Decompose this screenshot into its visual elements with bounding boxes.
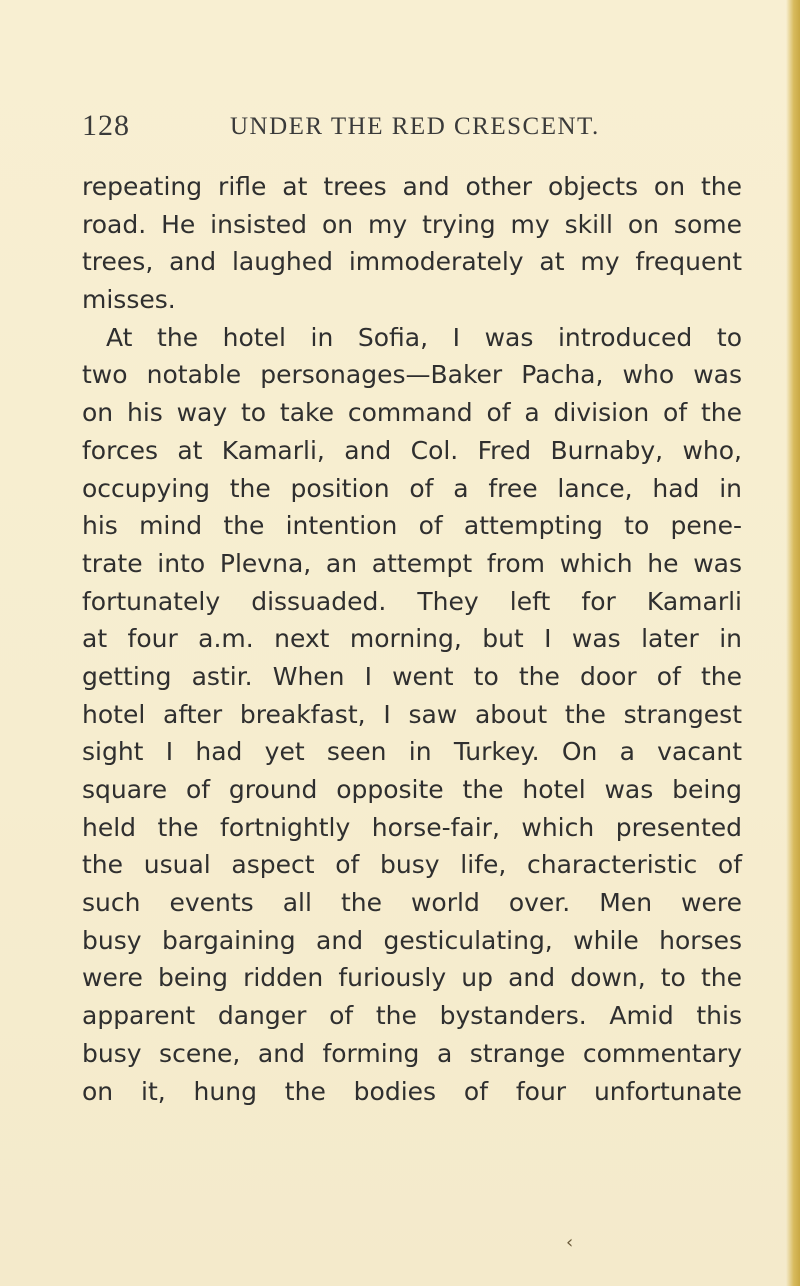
running-title: UNDER THE RED CRESCENT. [230,113,600,140]
text-line: such events all the world over. Men were [82,888,742,918]
text-line: hotel after breakfast, I saw about the strangest [82,699,742,729]
text-line: repeating rifle at trees and other objects on the [82,172,742,201]
text-line: road. He insisted on my trying my skill on some [82,209,742,239]
text-line: two notable personages—Baker Pacha, who was [82,360,742,390]
running-head [82,108,722,148]
body-text [82,168,742,1110]
text-line: apparent danger of the bystanders. Amid this [82,1001,742,1031]
text-line: held the fortnightly horse-fair, which presented [82,812,742,842]
page-edge [786,0,800,1286]
text-line: trees, and laughed immoderately at my frequent [82,247,742,277]
text-line: sight I had yet seen in Turkey. On a vacant [82,737,742,767]
text-line: his mind the intention of attempting to pene- [82,511,742,541]
text-line: were being ridden furiously up and down, to the [82,963,742,993]
text-line: occupying the position of a free lance, had in [82,473,742,503]
text-line: misses. [82,285,176,315]
printer-mark: ‹ [566,1232,574,1253]
text-line: on his way to take command of a division of the [82,398,742,428]
text-line: busy scene, and forming a strange commentary [82,1038,742,1068]
text-line: fortunately dissuaded. They left for Kamarli [82,586,742,616]
text-line: at four a.m. next morning, but I was later in [82,624,742,654]
page-number: 128 [82,109,130,142]
text-line: forces at Kamarli, and Col. Fred Burnaby, who, [82,435,742,465]
text-line: the usual aspect of busy life, characteristic of [82,850,742,880]
text-line: on it, hung the bodies of four unfortunate [82,1076,742,1106]
text-line: busy bargaining and gesticulating, while horses [82,925,742,955]
text-line: At the hotel in Sofia, I was introduced to [106,322,742,352]
text-line: getting astir. When I went to the door of the [82,661,742,691]
text-line: trate into Plevna, an attempt from which he was [82,548,742,578]
text-line: square of ground opposite the hotel was being [82,775,742,804]
